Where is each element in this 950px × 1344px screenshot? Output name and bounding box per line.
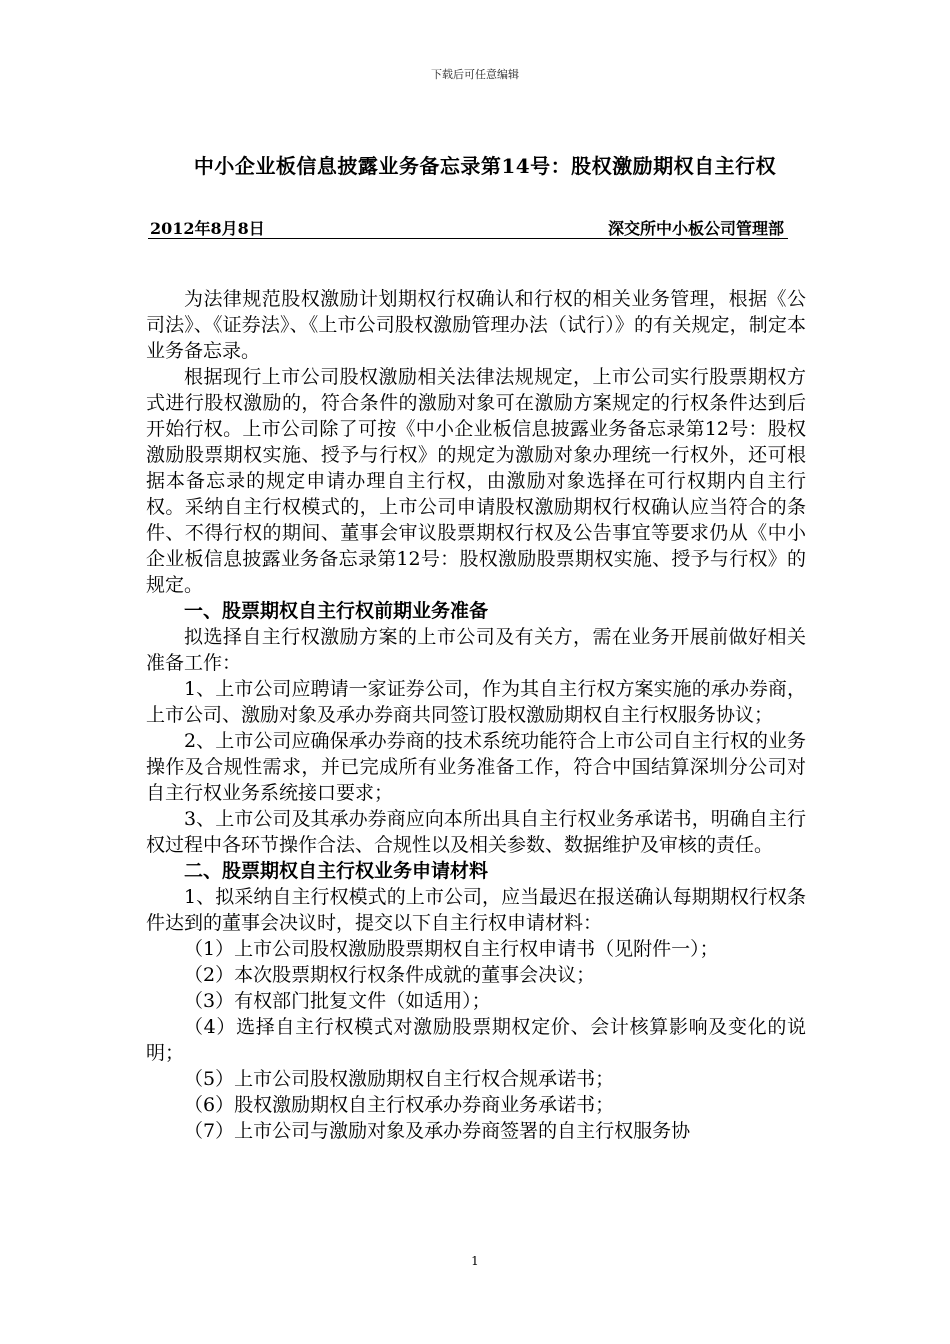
sub-list-item: （5）上市公司股权激励期权自主行权合规承诺书； [184, 1068, 615, 1090]
sub-list-item: （7）上市公司与激励对象及承办券商签署的自主行权服务协 [184, 1120, 691, 1142]
paragraph: 拟选择自主行权激励方案的上市公司及有关方，需在业务开展前做好相关准备工作： [146, 626, 806, 674]
header-note: 下载后可任意编辑 [431, 68, 519, 81]
section-heading: 二、股票期权自主行权业务申请材料 [184, 860, 489, 882]
issuing-department: 深交所中小板公司管理部 [607, 219, 784, 238]
list-item: 1、拟采纳自主行权模式的上市公司，应当最迟在报送确认每期期权行权条件达到的董事会决议时，提交以下自主行权申请材料： [146, 886, 806, 934]
sub-list-item: （3）有权部门批复文件（如适用）； [184, 990, 491, 1012]
list-item: 3、上市公司及其承办券商应向本所出具自主行权业务承诺书，明确自主行权过程中各环节操作合法、合规性以及相关参数、数据维护及审核的责任。 [146, 808, 806, 856]
sub-list-item: （2）本次股票期权行权条件成就的董事会决议； [184, 964, 596, 986]
sub-list-item: （4）选择自主行权模式对激励股票期权定价、会计核算影响及变化的说明； [146, 1016, 806, 1064]
sub-list-item: （1）上市公司股权激励股票期权自主行权申请书（见附件一）； [184, 938, 719, 960]
section-heading: 一、股票期权自主行权前期业务准备 [184, 600, 489, 622]
paragraph: 根据现行上市公司股权激励相关法律法规规定，上市公司实行股票期权方式进行股权激励的，符合条件的激励对象可在激励方案规定的行权条件达到后开始行权。上市公司除了可按《中小企业板信息披露业务备忘录第12号：股权激励股票期权实施、授予与行权》的规定为激励对象办理统一行权外，还可根据本备忘录的规定申请办理自主行权，由激励对象选择在可行权期内自主行权。采纳自主行权模式的，上市公司申请股权激励期权行权确认应当符合的条件、不得行权的期间、董事会审议股票期权行权及公告事宜等要求仍从《中小企业板信息披露业务备忘录第12号：股权激励股票期权实施、授予与行权》的规定。 [146, 366, 806, 596]
paragraph: 为法律规范股权激励计划期权行权确认和行权的相关业务管理，根据《公司法》、《证券法》、《上市公司股权激励管理办法（试行）》的有关规定，制定本业务备忘录。 [146, 288, 806, 362]
dateline [148, 216, 788, 239]
list-item: 2、上市公司应确保承办券商的技术系统功能符合上市公司自主行权的业务操作及合规性需求，并已完成所有业务准备工作，符合中国结算深圳分公司对自主行权业务系统接口要求； [146, 730, 806, 804]
list-item: 1、上市公司应聘请一家证券公司，作为其自主行权方案实施的承办券商，上市公司、激励对象及承办券商共同签订股权激励期权自主行权服务协议； [146, 678, 806, 726]
page-number: 1 [471, 1254, 479, 1268]
page-title: 中小企业板信息披露业务备忘录第14号：股权激励期权自主行权 [193, 154, 777, 178]
issue-date: 2012年8月8日 [150, 219, 265, 238]
document-body [146, 286, 806, 1144]
sub-list-item: （6）股权激励期权自主行权承办券商业务承诺书； [184, 1094, 615, 1116]
